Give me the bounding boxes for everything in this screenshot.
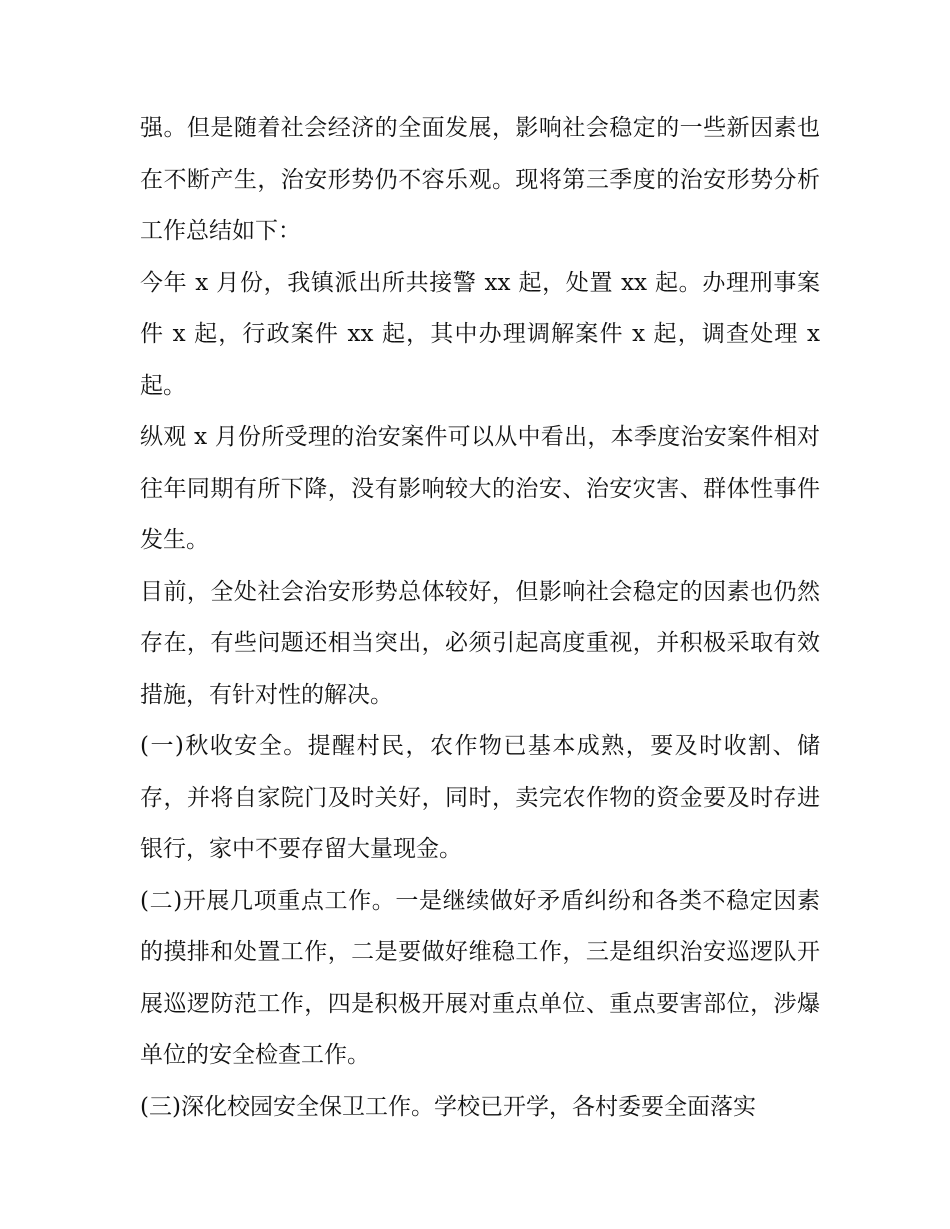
paragraph-campus-security: (三)深化校园安全保卫工作。学校已开学，各村委要全面落实: [140, 1093, 756, 1120]
paragraph-case-statistics: 今年 x 月份，我镇派出所共接警 xx 起，处置 xx 起。办理刑事案件 x 起，行政案件 xx 起，其中办理调解案件 x 起，调查处理 x 起。: [140, 269, 820, 399]
paragraph-current-situation: 目前，全处社会治安形势总体较好，但影响社会稳定的因素也仍然存在，有些问题还相当突出，必须引起高度重视，并积极采取有效措施，有针对性的解决。: [140, 578, 820, 708]
paragraph-key-work: (二)开展几项重点工作。一是继续做好矛盾纠纷和各类不稳定因素的摸排和处置工作，二是要做好维稳工作，三是组织治安巡逻队开展巡逻防范工作，四是积极开展对重点单位、重点要害部位，涉爆单位的安全检查工作。: [140, 887, 820, 1068]
paragraph-autumn-harvest-safety: (一)秋收安全。提醒村民，农作物已基本成熟，要及时收割、储存，并将自家院门及时关好，同时，卖完农作物的资金要及时存进银行，家中不要存留大量现金。: [140, 733, 820, 862]
paragraph-intro: 强。但是随着社会经济的全面发展，影响社会稳定的一些新因素也在不断产生，治安形势仍不容乐观。现将第三季度的治安形势分析工作总结如下：: [140, 115, 820, 244]
document-body: [140, 103, 820, 1133]
paragraph-case-trend: 纵观 x 月份所受理的治安案件可以从中看出，本季度治安案件相对往年同期有所下降，没有影响较大的治安、治安灾害、群体性事件发生。: [140, 424, 820, 553]
